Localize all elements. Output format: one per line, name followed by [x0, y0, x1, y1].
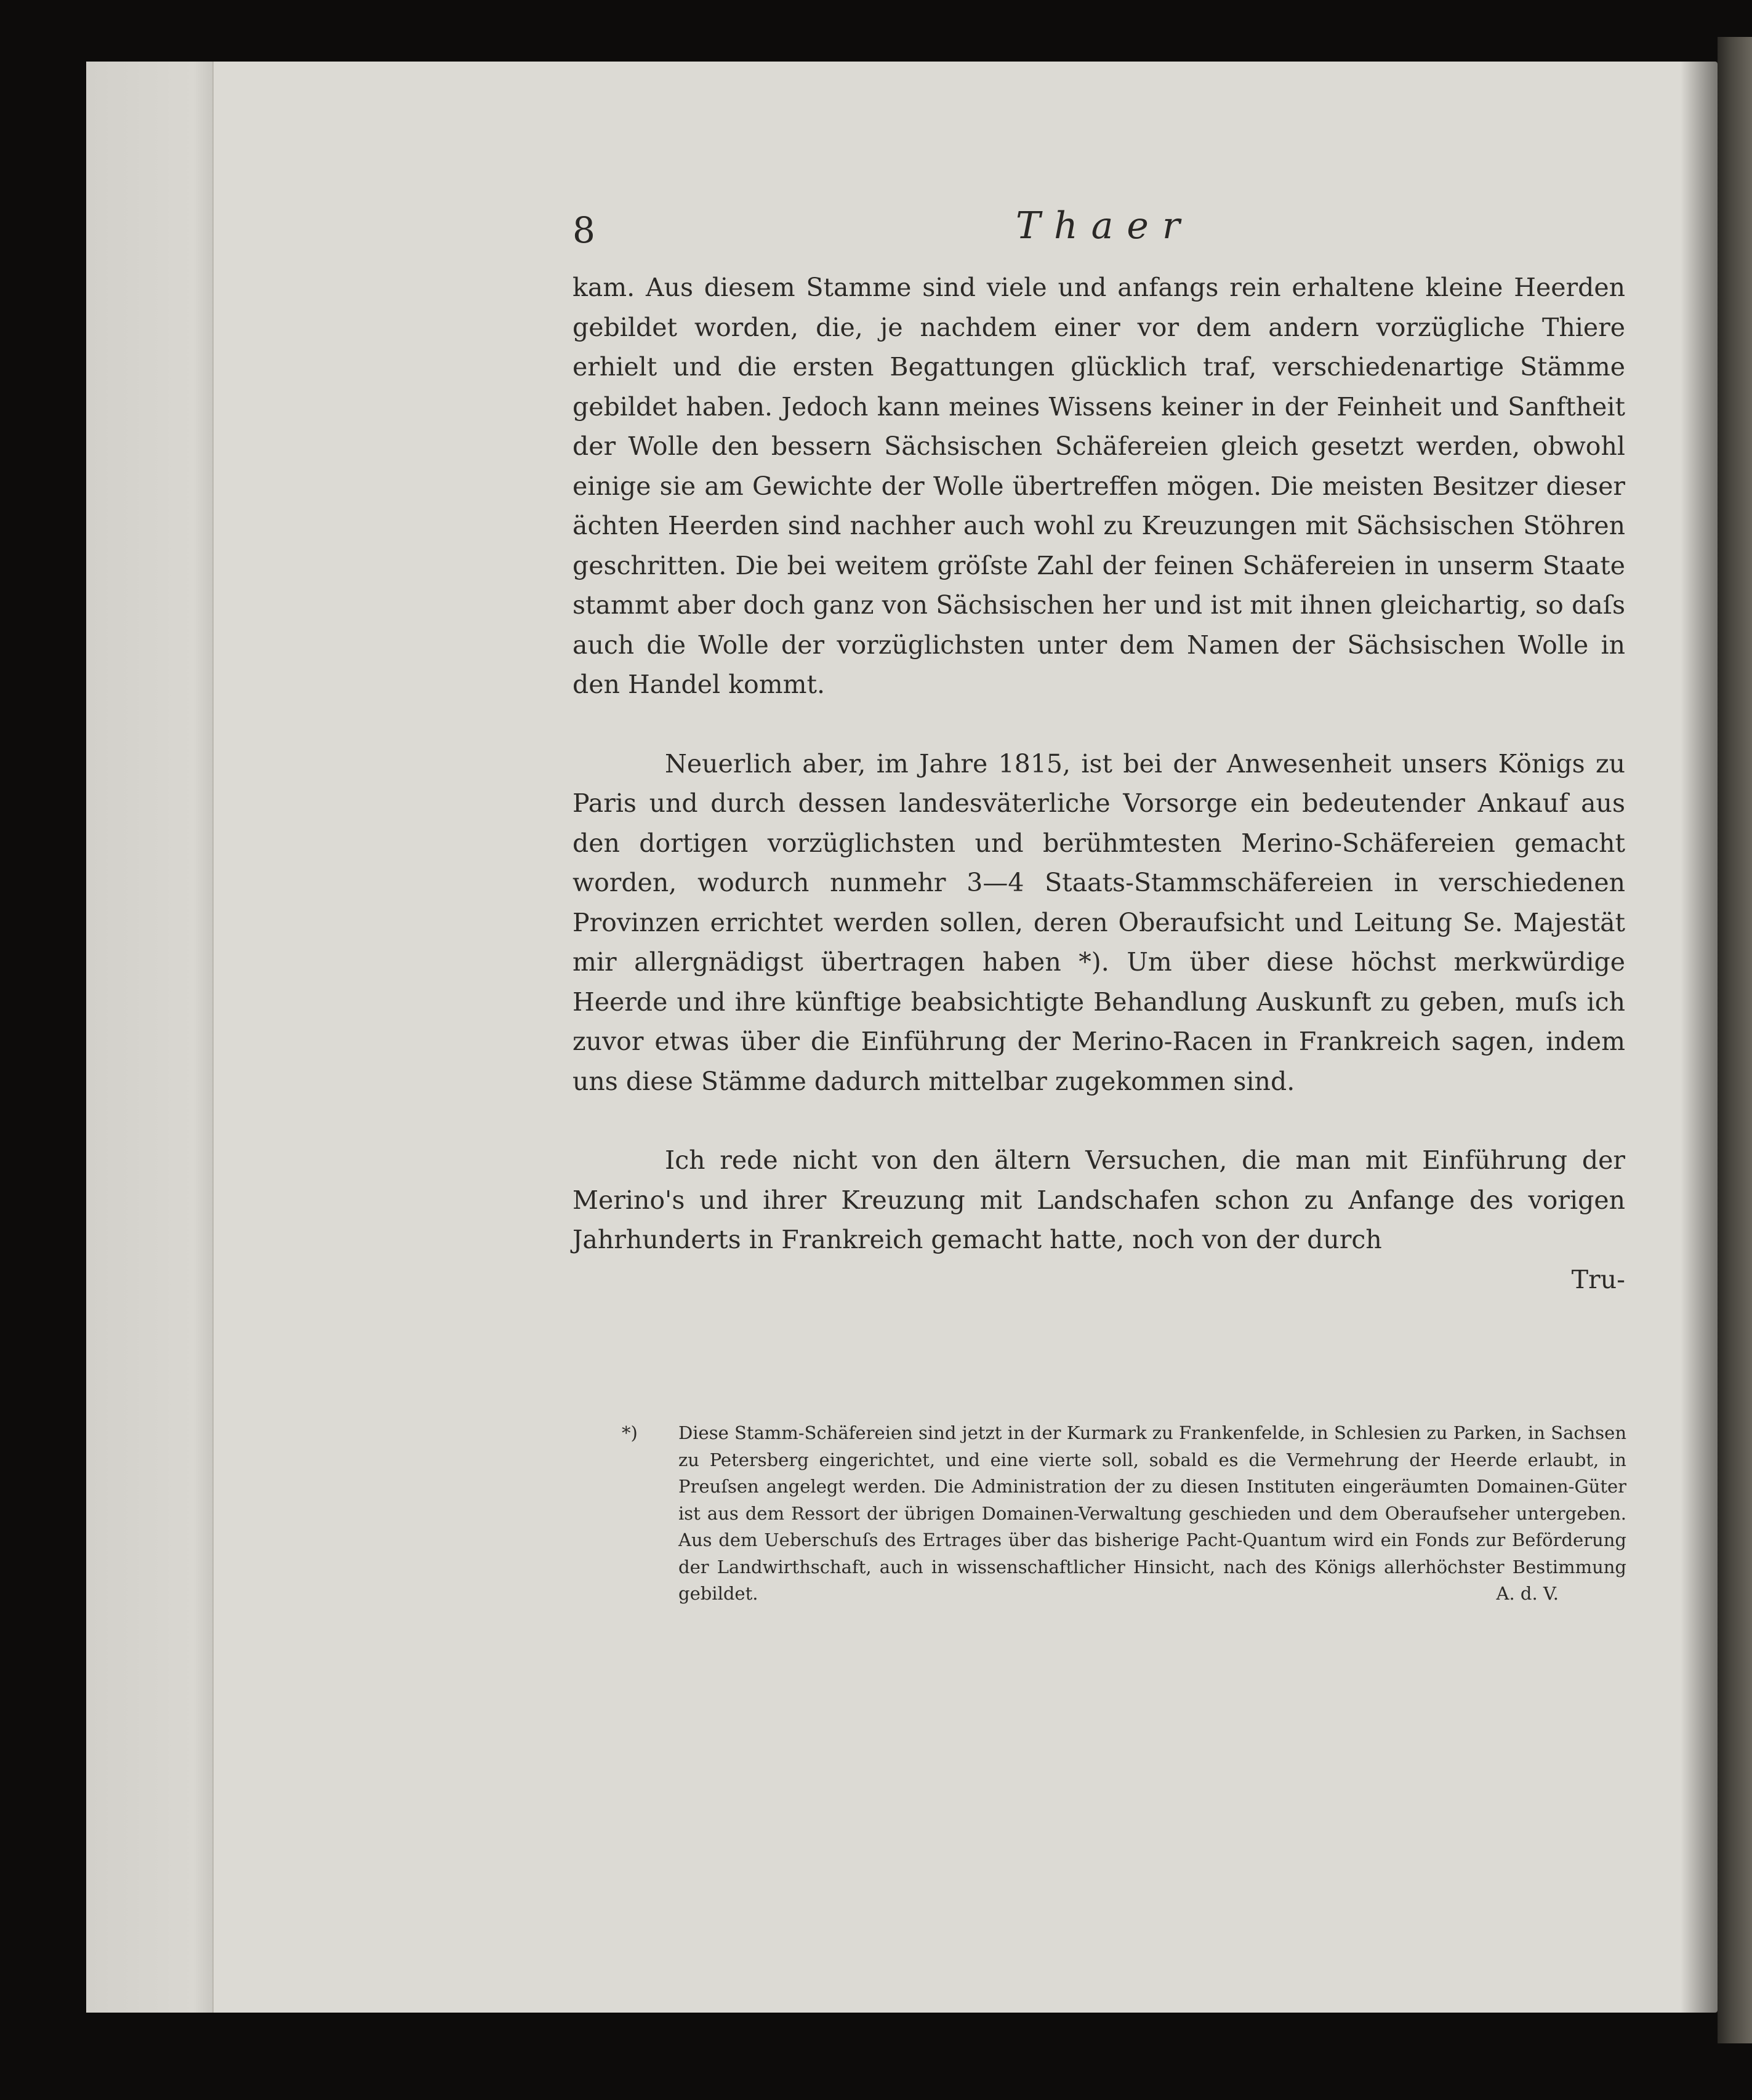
page-gutter-strip [86, 62, 214, 2013]
running-head: Thaer [1016, 204, 1194, 247]
main-text [573, 268, 1625, 1299]
paragraph: Ich rede nicht von den ältern Versuchen, die man mit Einführung der Merino's und ihrer Kreuzung mit Landschafen schon zu Anfange des vorigen Jahrhunderts in Frankreich gemacht hatte, noch von der durch [573, 1145, 1625, 1254]
page-number: 8 [573, 209, 595, 251]
footnote-signature: A. d. V. [1496, 1583, 1559, 1604]
paragraph: Neuerlich aber, im Jahre 1815, ist bei der Anwesenheit unsers Königs zu Paris und durch dessen landesväterliche Vorsorge ein bedeutender Ankauf aus den dortigen vorzüglichsten und berühmtesten Merino-Schäfereien gemacht worden, wodurch nunmehr 3—4 Staats-Stammschäfereien in verschiedenen Provinzen errichtet werden sollen, deren Oberaufsicht und Leitung Se. Majestät mir allergnädigst übertragen haben *). Um über diese höchst merkwürdige Heerde und ihre künftige beabsichtigte Behandlung Auskunft zu geben, muſs ich zuvor etwas über die Einführung der Merino-Racen in Frankreich sagen, indem uns diese Stämme dadurch mittelbar zugekommen sind. [573, 748, 1625, 1096]
footnote-marker: *) [622, 1422, 638, 1443]
footnote [622, 1420, 1626, 1608]
footnote-text: Diese Stamm-Schäfereien sind jetzt in der Kurmark zu Frankenfelde, in Schlesien zu Parken, in Sachsen zu Petersberg eingerichtet, und eine vierte soll, sobald es die Vermehrung der Heerde erlaubt, in Preuſsen angelegt werden. Die Administration der zu diesen Instituten eingeräumten Domainen-Güter ist aus dem Ressort der übrigen Domainen-Verwaltung geschieden und dem Oberaufseher untergeben. Aus dem Ueberschuſs des Ertrages über das bisherige Pacht-Quantum wird ein Fonds zur Beförderung der Landwirthschaft, auch in wissenschaftlicher Hinsicht, nach des Königs allerhöchster Bestimmung gebildet. [678, 1422, 1626, 1604]
paragraph: kam. Aus diesem Stamme sind viele und anfangs rein erhaltene kleine Heerden gebildet worden, die, je nachdem einer vor dem andern vorzügliche Thiere erhielt und die ersten Begattungen glücklich traf, verschiedenartige Stämme gebildet haben. Jedoch kann meines Wissens keiner in der Feinheit und Sanftheit der Wolle den bessern Sächsischen Schäfereien gleich gesetzt werden, obwohl einige sie am Gewichte der Wolle übertreffen mögen. Die meisten Besitzer dieser ächten Heerden sind nachher auch wohl zu Kreuzungen mit Sächsischen Stöhren geschritten. Die bei weitem gröſste Zahl der feinen Schäfereien in unserm Staate stammt aber doch ganz von Sächsischen her und ist mit ihnen gleichartig, so daſs auch die Wolle der vorzüglichsten unter dem Namen der Sächsischen Wolle in den Handel kommt. [573, 273, 1625, 699]
catchword: Tru- [1571, 1264, 1625, 1294]
page-shadow [1681, 62, 1718, 2013]
book-edge [1718, 37, 1752, 2043]
page-header [573, 204, 1668, 258]
